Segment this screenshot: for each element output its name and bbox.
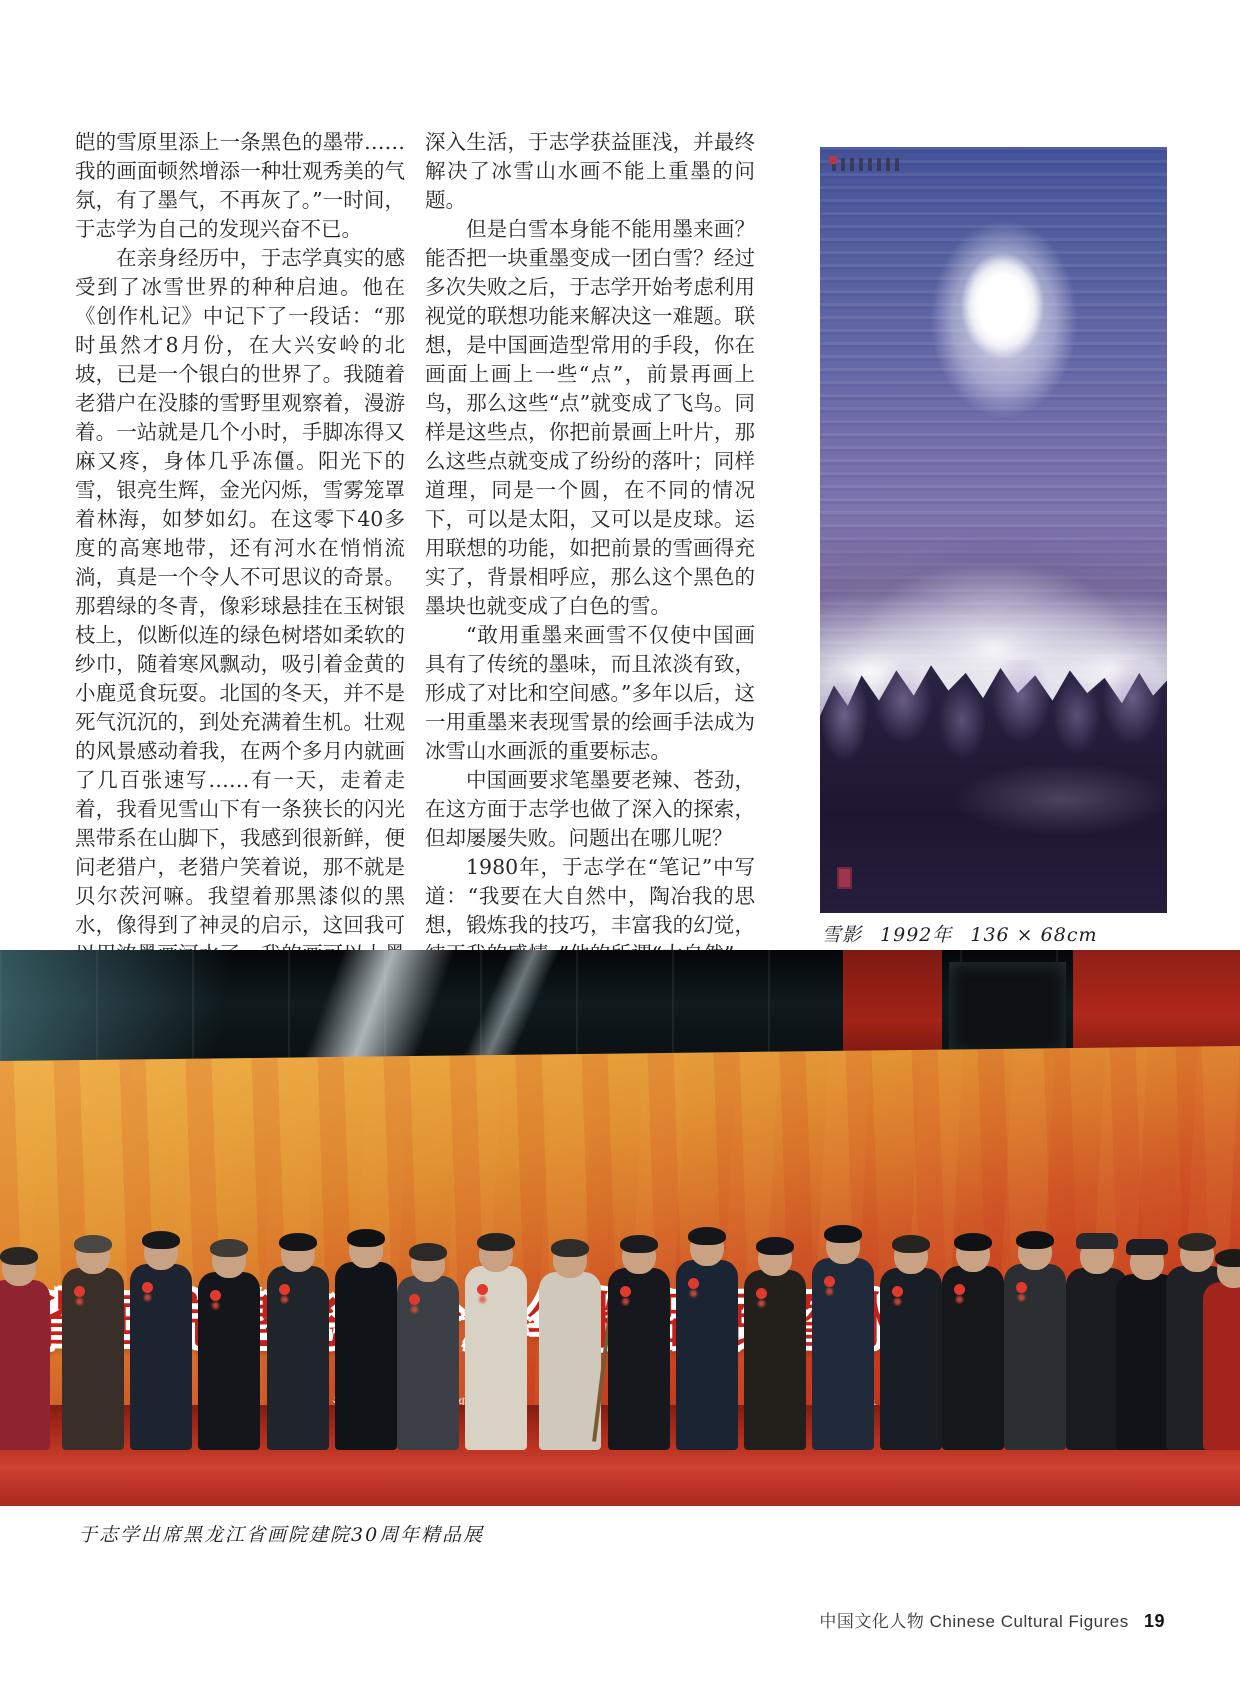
person-hair xyxy=(1016,1231,1054,1249)
person-hair xyxy=(210,1239,248,1257)
body-paragraph: 1980年，于志学在“笔记”中写道：“我要在大自然中，陶冶我的思想，锻炼我的技巧，丰富我的幻觉， xyxy=(425,855,755,937)
person-silhouette xyxy=(62,1238,124,1450)
person-coat xyxy=(812,1258,874,1450)
person-coat xyxy=(744,1270,806,1450)
person-silhouette xyxy=(1004,1234,1066,1450)
red-corsage xyxy=(756,1288,767,1299)
person-coat xyxy=(539,1272,601,1450)
person-hair xyxy=(551,1239,589,1257)
person-silhouette xyxy=(198,1242,260,1450)
person-silhouette xyxy=(942,1236,1004,1450)
body-paragraph: 在亲身经历中，于志学真实的感受到了冰雪世界的种种启迪。他在《创作札记》中记下了一段话：“那时虽然才8月份，在大兴安岭的北坡，已是一个银白的世界了。我随着老猎户在没膝的雪野里观察着，漫游着。一站就是几个小时，手脚冻得又麻又疼，身体几乎冻僵。阳光下的雪，银亮生辉，金光闪烁，雪雾笼罩着林海，如梦如幻。在这零下40多度的高寒地带，还有河水在悄悄流淌，真是一个令人不可思议的奇景。那碧绿的冬青，像彩球悬挂在玉树银枝上，似断似连的绿色树塔如柔软的纱巾，随着寒风飘动，吸引着金黄的小鹿觅食玩耍。北国的冬天，并不是死气沉沉的，到处充满着生机。壮观的风景感动着我，在两个多月内就画了几百张速写……有一天，走着走着，我看见雪山下有一条狭长的闪光黑带系在山脚下，我感到很新鲜，便问老猎户，老猎户笑着说，那不就是贝尔茨河嘛。我望着那黑漆似的黑水，像得到了神灵的启示，这回我可 xyxy=(75,246,405,937)
person-silhouette xyxy=(0,1250,50,1450)
hat xyxy=(1076,1233,1118,1249)
person-coat xyxy=(676,1260,738,1450)
person-silhouette xyxy=(465,1236,527,1450)
body-paragraph: 但是白雪本身能不能用墨来画？能否把一块重墨变成一团白雪？经过多次失败之后，于志学开始考虑利用视觉的联想功能来解决这一难题。联想，是中国画造型常用的手段，你在画面上画上一些“点”，前景再画上鸟，那么这些“点”就变成了飞鸟。同样是这些点，你把前景画上叶片，那么这些点就变成了纷纷的落叶；同样道理，同是一个圆，在不同的情况下，可以是太阳，又可以是皮球。运用联想的功能，如把前景的雪画得充实了，背景相呼应，那么这个黑色的墨块也就变成了白色的雪。 xyxy=(425,217,755,618)
body-paragraph: 皑的雪原里添上一条黑色的墨带……我的画面顿然增添一种壮观秀美的气氛，有了墨气，不再灰了。”一时间，于志学为自己的发现兴奋不已。 xyxy=(75,130,405,241)
footer-magazine-cn: 中国文化人物 xyxy=(819,1612,925,1631)
event-photo xyxy=(0,950,1240,1506)
painting-caption xyxy=(822,920,1115,947)
person-hair xyxy=(279,1233,317,1251)
person-coat xyxy=(608,1268,670,1450)
page-footer xyxy=(819,1607,1165,1632)
person-hair xyxy=(954,1233,992,1251)
person-silhouette xyxy=(539,1242,601,1450)
person-hair xyxy=(74,1235,112,1253)
person-hair xyxy=(892,1235,930,1253)
person-silhouette xyxy=(335,1232,397,1450)
person-coat xyxy=(397,1276,459,1450)
person-silhouette xyxy=(812,1228,874,1450)
person-hair xyxy=(347,1229,385,1247)
snow-painting-image xyxy=(820,147,1167,913)
red-corsage xyxy=(477,1284,488,1295)
painting-year: 1992年 xyxy=(880,924,953,946)
person-silhouette xyxy=(744,1240,806,1450)
person-coat xyxy=(335,1262,397,1450)
person-silhouette xyxy=(397,1246,459,1450)
person-silhouette xyxy=(267,1236,329,1450)
red-corsage xyxy=(74,1286,85,1297)
red-corsage xyxy=(620,1286,631,1297)
person-hair xyxy=(477,1233,515,1251)
person-coat xyxy=(942,1266,1004,1450)
person-hair xyxy=(688,1227,726,1245)
person-coat xyxy=(1203,1282,1240,1450)
inscription-seal xyxy=(829,156,837,164)
person-hair xyxy=(0,1247,38,1265)
painting-title: 雪影 xyxy=(822,924,863,946)
person-hair xyxy=(1178,1233,1216,1251)
person-silhouette xyxy=(1203,1252,1240,1450)
person-coat xyxy=(130,1264,192,1450)
person-silhouette xyxy=(608,1238,670,1450)
person-silhouette xyxy=(880,1238,942,1450)
artist-seal xyxy=(837,867,852,889)
person-coat xyxy=(62,1268,124,1450)
red-corsage xyxy=(279,1284,290,1295)
red-corsage xyxy=(409,1294,420,1305)
person-coat xyxy=(1004,1264,1066,1450)
article-column-left xyxy=(75,128,405,1027)
person-coat xyxy=(880,1268,942,1450)
person-silhouette xyxy=(676,1230,738,1450)
person-coat xyxy=(465,1266,527,1450)
person-hair xyxy=(824,1225,862,1243)
photo-caption: 于志学出席黑龙江省画院建院30周年精品展 xyxy=(78,1524,485,1546)
artist-inscription xyxy=(832,158,904,171)
moon xyxy=(959,250,1046,361)
painting-size: 136 × 68cm xyxy=(970,924,1098,946)
person-hair xyxy=(756,1237,794,1255)
person-hair xyxy=(1215,1249,1240,1267)
person-coat xyxy=(198,1272,260,1450)
person-hair xyxy=(620,1235,658,1253)
red-corsage xyxy=(688,1278,699,1289)
person-silhouette xyxy=(130,1234,192,1450)
person-coat xyxy=(267,1266,329,1450)
hat xyxy=(1126,1239,1168,1255)
person-hair xyxy=(409,1243,447,1261)
person-coat xyxy=(0,1280,50,1450)
body-paragraph: “敢用重墨来画雪不仅使中国画具有了传统的墨味，而且浓淡有致，形成了对比和空间感。”多年以后，这一用重墨来表现雪景的绘画手法成为冰雪山水画派的重要标志。 xyxy=(425,623,755,763)
people-row xyxy=(0,950,1240,1506)
body-paragraph: 深入生活，于志学获益匪浅，并最终解决了冰雪山水画不能上重墨的问题。 xyxy=(425,130,755,212)
person-hair xyxy=(142,1231,180,1249)
body-paragraph: 中国画要求笔墨要老辣、苍劲，在这方面于志学也做了深入的探索，但却屡屡失败。问题出在哪儿呢？ xyxy=(425,768,755,850)
mountain-highlights xyxy=(820,660,1167,913)
page-number: 19 xyxy=(1143,1611,1165,1631)
article-column-middle xyxy=(425,128,755,998)
footer-magazine-en: Chinese Cultural Figures xyxy=(929,1612,1129,1631)
